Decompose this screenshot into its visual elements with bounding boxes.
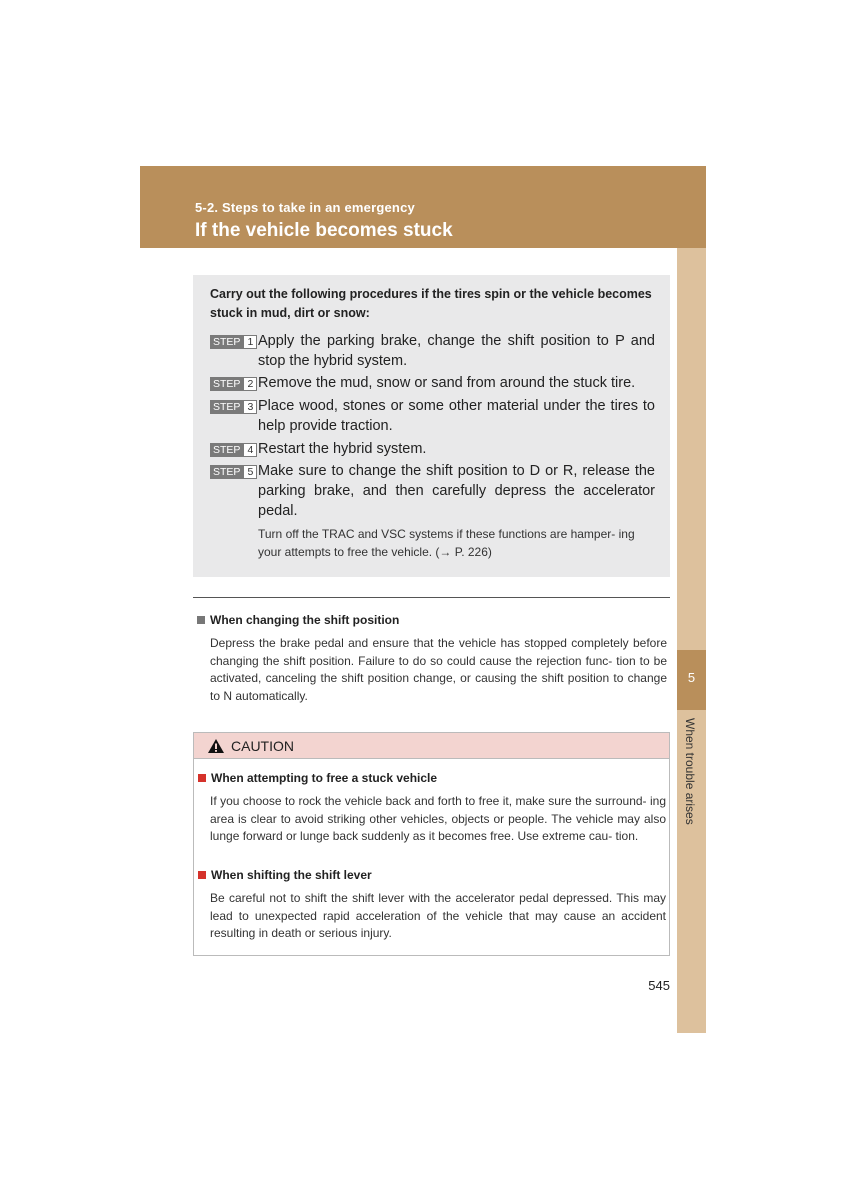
procedure-box: [193, 275, 670, 577]
caution-section-2: [198, 868, 666, 943]
chapter-label: When trouble arises: [683, 718, 697, 825]
step-5: [210, 461, 655, 521]
gray-square-icon: [197, 616, 205, 624]
caution-title: CAUTION: [231, 738, 294, 754]
step-1: [210, 331, 655, 371]
divider: [193, 597, 670, 598]
step-text: Remove the mud, snow or sand from around the stuck tire.: [258, 375, 636, 391]
red-square-icon: [198, 774, 206, 782]
chapter-side-tab: [677, 248, 706, 1033]
warning-triangle-icon: [207, 738, 225, 754]
info-section: [197, 613, 667, 705]
caution-body: Be careful not to shift the shift lever with the accelerator pedal depressed. This may lead to unexpected rapid acceleration of the vehicle that may cause an accident resulting in death or serious injury.: [210, 891, 666, 940]
red-square-icon: [198, 871, 206, 879]
step-badge: STEP 4: [210, 443, 257, 457]
step-text: Restart the hybrid system.: [258, 441, 427, 457]
section-label: 5-2. Steps to take in an emergency: [195, 200, 415, 215]
section-header: [140, 166, 706, 248]
page-number: 545: [648, 978, 670, 993]
procedure-intro: Carry out the following procedures if the tires spin or the vehicle becomes stuck in mud, dirt or snow:: [210, 287, 652, 320]
caution-heading: When attempting to free a stuck vehicle: [198, 771, 666, 785]
step-note: Turn off the TRAC and VSC systems if these functions are hamper- ing your attempts to free the vehicle. (→ P. 226): [258, 527, 635, 559]
step-3: [210, 396, 655, 436]
step-badge: STEP 3: [210, 400, 257, 414]
caution-body: If you choose to rock the vehicle back and forth to free it, make sure the surround- ing area is clear to avoid striking other vehicles, objects or people. The vehicle may also lunge forward or lunge back suddenly as it becomes free. Use extreme cau- tion.: [210, 794, 666, 843]
step-text: Apply the parking brake, change the shift position to P and stop the hybrid system.: [258, 333, 655, 369]
caution-section-1: [198, 771, 666, 846]
step-4: [210, 439, 655, 459]
step-badge: STEP 2: [210, 377, 257, 391]
caution-heading: When shifting the shift lever: [198, 868, 666, 882]
step-badge: STEP 1: [210, 335, 257, 349]
step-text: Place wood, stones or some other material under the tires to help provide traction.: [258, 398, 655, 434]
info-heading: When changing the shift position: [197, 613, 667, 627]
page-title: If the vehicle becomes stuck: [195, 220, 453, 241]
chapter-number: 5: [677, 650, 706, 710]
step-2: [210, 373, 655, 393]
caution-header: [194, 733, 669, 759]
caution-box: [193, 732, 670, 956]
info-body: Depress the brake pedal and ensure that the vehicle has stopped completely before changing the shift position. Failure to do so could cause the rejection func- tion to be activated, canceling the shift position change, or causing the shift position to change to N automatically.: [210, 636, 667, 703]
step-badge: STEP 5: [210, 465, 257, 479]
step-text: Make sure to change the shift position to D or R, release the parking brake, and then carefully depress the accelerator pedal.: [258, 463, 655, 519]
